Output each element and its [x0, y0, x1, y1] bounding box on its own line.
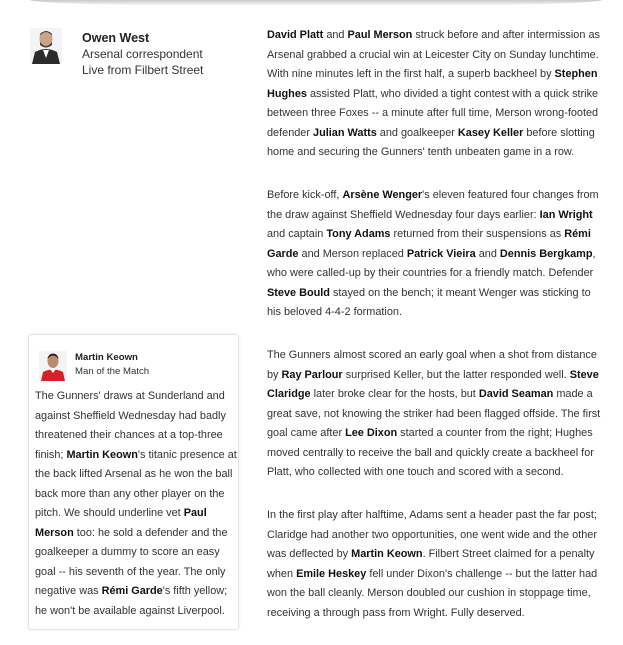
- player-name: Paul Merson: [347, 29, 413, 41]
- text-run: fell under Dixon's challenge -- but the latter had won the ball cleanly. Merson doubled our cushion in stoppage time, receiving a through pass from Wright. Fully deserved.: [267, 567, 598, 619]
- text-run: 's fifth yellow; he won't be available against Liverpool.: [35, 585, 228, 617]
- top-shadow-bar: [30, 0, 602, 6]
- text-run: returned from their suspensions as: [390, 228, 565, 240]
- text-run: and goalkeeper: [376, 126, 458, 139]
- player-name: Ray Parlour: [281, 368, 343, 381]
- text-run: The Gunners' draws at Sunderland and against Sheffield Wednesday had badly threatened their chances at a top-three finish;: [35, 390, 226, 461]
- text-run: before slotting home and securing the Gunners' tenth unbeaten game in a row.: [267, 126, 595, 158]
- man-of-the-match-card: [28, 334, 239, 630]
- text-run: assisted Platt, who divided a tight contest with a quick strike between three Foxes -- a minute after full time, Merson wrong-footed defender: [267, 87, 599, 139]
- text-run: later broke clear for the hosts, but: [310, 388, 479, 400]
- author-location: Live from Filbert Street: [82, 63, 204, 77]
- report-paragraph-3: [267, 346, 601, 483]
- text-run: surprised Keller, but the latter responded well.: [342, 368, 570, 381]
- motm-avatar: [39, 351, 67, 381]
- player-name: Kasey Keller: [457, 126, 524, 139]
- player-name: Rémi Garde: [101, 585, 163, 597]
- text-run: In the first play after halftime, Adams sent a header past the far post; Claridge had another two opportunities, one went wide and the other was deflected by: [267, 509, 597, 560]
- player-name: Arsène Wenger: [342, 189, 423, 201]
- player-name: Tony Adams: [326, 228, 391, 240]
- author-byline: [30, 28, 260, 88]
- report-paragraph-1: [267, 26, 601, 163]
- player-name: Dennis Bergkamp: [499, 247, 593, 260]
- text-run: and: [323, 29, 348, 41]
- text-run: 's titanic presence at the back lifted Arsenal as he won the ball back more than any other player on the pitch. We should underline vet: [35, 448, 237, 519]
- author-role: Arsenal correspondent: [82, 47, 203, 61]
- motm-description: [35, 387, 237, 621]
- author-name: Owen West: [82, 31, 150, 45]
- author-avatar: [30, 28, 62, 64]
- player-name: Martin Keown: [66, 448, 138, 461]
- text-run: started a counter from the right; Hughes moved centrally to receive the ball and quickly create a backheel for Platt, who collected with one touch and scored with a second.: [267, 427, 594, 478]
- player-name: Lee Dixon: [345, 427, 398, 439]
- player-name: David Platt: [267, 29, 324, 41]
- motm-label: Man of the Match: [75, 366, 150, 377]
- text-run: stayed on the bench; it meant Wenger was sticking to his beloved 4-4-2 formation.: [267, 286, 591, 318]
- text-run: made a great save, not knowing the striker had been flagged offside. The first goal came after: [267, 388, 601, 439]
- player-name: Stephen Hughes: [267, 68, 598, 100]
- text-run: too: he sold a defender and the goalkeeper a dummy to score an easy goal -- his seventh of the year. The only negative was: [35, 526, 228, 597]
- player-name: Paul Merson: [35, 507, 207, 539]
- text-run: and: [475, 247, 500, 260]
- text-run: . Filbert Street claimed for a penalty when: [267, 548, 595, 580]
- text-run: 's eleven featured four changes from the draw against Sheffield Wednesday four days earlier:: [267, 189, 599, 221]
- player-name: Rémi Garde: [267, 228, 591, 260]
- player-name: David Seaman: [478, 388, 554, 400]
- text-run: , who were called-up by their countries for a friendly match. Defender: [267, 247, 596, 279]
- text-run: and Merson replaced: [298, 247, 407, 260]
- player-name: Martin Keown: [351, 548, 423, 560]
- player-name: Emile Heskey: [296, 567, 367, 580]
- report-paragraph-4: [267, 506, 601, 623]
- player-name: Steve Bould: [267, 286, 330, 299]
- text-run: Before kick-off,: [267, 189, 343, 201]
- player-name: Patrick Vieira: [406, 247, 476, 260]
- player-name: Steve Claridge: [267, 368, 599, 400]
- text-run: and captain: [267, 228, 327, 240]
- player-name: Ian Wright: [539, 208, 593, 221]
- text-run: The Gunners almost scored an early goal when a shot from distance by: [267, 349, 597, 381]
- player-name: Julian Watts: [313, 126, 377, 139]
- motm-player-name: Martin Keown: [75, 352, 138, 363]
- text-run: struck before and after intermission as Arsenal grabbed a crucial win at Leicester City on Sunday lunchtime. With nine minutes left in the first half, a superb backheel by: [267, 29, 600, 80]
- report-paragraph-2: [267, 186, 601, 323]
